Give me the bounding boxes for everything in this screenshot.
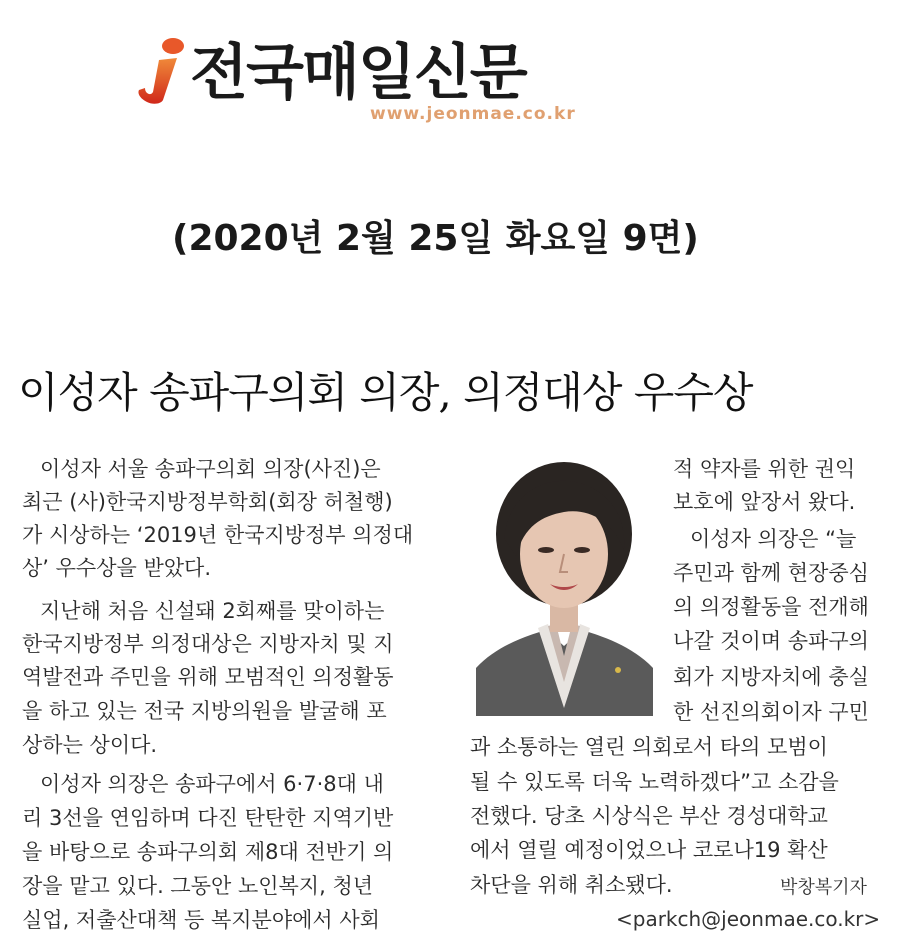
- body-line: 을 하고 있는 전국 지방의원을 발굴해 포: [22, 699, 387, 723]
- body-line: 의 의정활동을 전개해: [673, 595, 869, 619]
- body-line: 이성자 의장은 송파구에서 6·7·8대 내: [40, 772, 384, 796]
- body-line: 회가 지방자치에 충실: [673, 665, 869, 689]
- body-line: 주민과 함께 현장중심: [673, 561, 869, 585]
- portrait-photo: [476, 446, 653, 716]
- body-line: 상하는 상이다.: [22, 733, 158, 757]
- body-line: 과 소통하는 열린 의회로서 타의 모범이: [470, 735, 828, 759]
- body-line: 최근 (사)한국지방정부학회(회장 허철행): [22, 490, 393, 514]
- body-line: 에서 열릴 예정이었으나 코로나19 확산: [470, 838, 828, 862]
- body-line: 한 선진의회이자 구민: [673, 700, 869, 724]
- body-line: 차단을 위해 취소됐다.: [470, 873, 673, 897]
- masthead-name: 전국매일신문: [190, 38, 526, 108]
- body-line: 리 3선을 연임하며 다진 탄탄한 지역기반: [22, 806, 394, 830]
- author-email: <parkch@jeonmae.co.kr>: [616, 907, 881, 931]
- body-line: 적 약자를 위한 권익: [673, 457, 856, 481]
- body-line: 전했다. 당초 시상식은 부산 경성대학교: [470, 804, 828, 828]
- body-line: 역발전과 주민을 위해 모범적인 의정활동: [22, 665, 394, 689]
- edition-date: (2020년 2월 25일 화요일 9면): [172, 218, 699, 259]
- body-line: 상’ 우수상을 받았다.: [22, 556, 211, 580]
- body-line: 될 수 있도록 더욱 노력하겠다”고 소감을: [470, 770, 839, 794]
- body-line: 이성자 의장은 “늘: [690, 527, 857, 551]
- headline: 이성자 송파구의회 의장, 의정대상 우수상: [18, 368, 753, 417]
- body-line: 실업, 저출산대책 등 복지분야에서 사회: [22, 908, 380, 932]
- body-line: 장을 맡고 있다. 그동안 노인복지, 청년: [22, 874, 374, 898]
- body-line: 한국지방정부 의정대상은 지방자치 및 지: [22, 632, 394, 656]
- body-line: 가 시상하는 ‘2019년 한국지방정부 의정대: [22, 523, 414, 547]
- body-line: 지난해 처음 신설돼 2회째를 맞이하는: [40, 599, 385, 623]
- body-line: 나갈 것이며 송파구의: [673, 629, 869, 653]
- body-line: 이성자 서울 송파구의회 의장(사진)은: [40, 457, 381, 481]
- masthead-url: www.jeonmae.co.kr: [370, 104, 576, 124]
- body-line: 보호에 앞장서 왔다.: [673, 490, 856, 514]
- byline: 박창복기자: [780, 877, 867, 898]
- body-line: 을 바탕으로 송파구의회 제8대 전반기 의: [22, 840, 394, 864]
- i-logo-icon: [133, 36, 189, 106]
